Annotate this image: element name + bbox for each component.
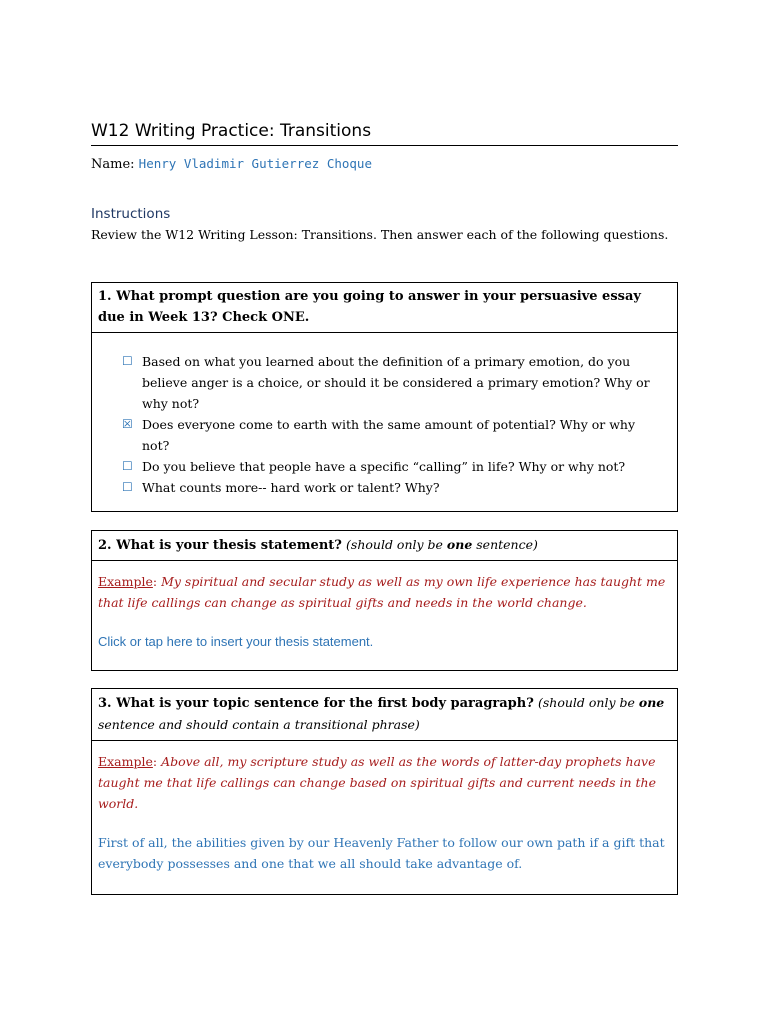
instructions-text: Review the W12 Writing Lesson: Transitions. Then answer each of the following questions. (91, 227, 669, 242)
example-text: Above all, my scripture study as well as the words of latter-day prophets have taught me that life callings can change based on spiritual gifts and current needs in the world. (98, 754, 656, 811)
option-text: What counts more-- hard work or talent? Why? (142, 480, 440, 495)
question-2-header (92, 531, 677, 561)
question-2-box (91, 530, 678, 671)
question-1-text: 1. What prompt question are you going to answer in your persuasive essay due in Week 13? Check ONE. (98, 289, 641, 325)
checkbox-unchecked-icon[interactable]: ☐ (122, 354, 133, 368)
topic-sentence-answer[interactable]: First of all, the abilities given by our Heavenly Father to follow our own path if a gift that everybody possesses and one that we all should take advantage of. (98, 835, 665, 871)
instructions-heading: Instructions (91, 206, 171, 222)
thesis-example (98, 571, 671, 613)
question-1-box (91, 282, 678, 512)
checkbox-unchecked-icon[interactable]: ☐ (122, 480, 133, 494)
example-colon: : (152, 754, 158, 769)
question-3-text: 3. What is your topic sentence for the first body paragraph? (98, 696, 534, 711)
option-2[interactable] (98, 414, 671, 456)
question-2-body (92, 561, 677, 664)
example-text: My spiritual and secular study as well as my own life experience has taught me that life callings can change as spiritual gifts and needs in the world change. (98, 574, 666, 610)
question-3-header (92, 689, 677, 741)
question-1-header (92, 283, 677, 333)
question-2-text: 2. What is your thesis statement? (98, 538, 342, 553)
example-label: Example (98, 574, 153, 589)
option-3[interactable] (98, 456, 671, 477)
hint-pre: (should only be (346, 537, 447, 552)
question-3-box (91, 688, 678, 895)
name-line (91, 156, 372, 172)
thesis-input-placeholder[interactable]: Click or tap here to insert your thesis statement. (98, 634, 374, 649)
hint-pre: (should only be (537, 695, 639, 710)
question-2-hint (346, 537, 538, 552)
hint-post: sentence and should contain a transitional phrase) (98, 717, 420, 732)
hint-bold: one (638, 695, 665, 710)
option-text: Do you believe that people have a specific “calling” in life? Why or why not? (142, 459, 626, 474)
option-text: Does everyone come to earth with the same amount of potential? Why or why not? (142, 417, 636, 453)
option-1[interactable] (98, 351, 671, 414)
topic-example (98, 751, 671, 814)
hint-post: sentence) (472, 537, 538, 552)
example-colon: : (152, 574, 158, 589)
hint-bold: one (446, 537, 473, 552)
name-value: Henry Vladimir Gutierrez Choque (138, 156, 372, 171)
option-text: Based on what you learned about the definition of a primary emotion, do you believe anger is a choice, or should it be considered a primary emotion? Why or why not? (142, 354, 650, 411)
checkbox-unchecked-icon[interactable]: ☐ (122, 459, 133, 473)
checkbox-checked-icon[interactable]: ☒ (122, 417, 133, 431)
question-3-body (92, 741, 677, 886)
name-label: Name: (91, 157, 135, 172)
page-title: W12 Writing Practice: Transitions (91, 121, 678, 146)
option-4[interactable] (98, 477, 671, 498)
question-1-options (92, 333, 677, 510)
example-label: Example (98, 754, 153, 769)
